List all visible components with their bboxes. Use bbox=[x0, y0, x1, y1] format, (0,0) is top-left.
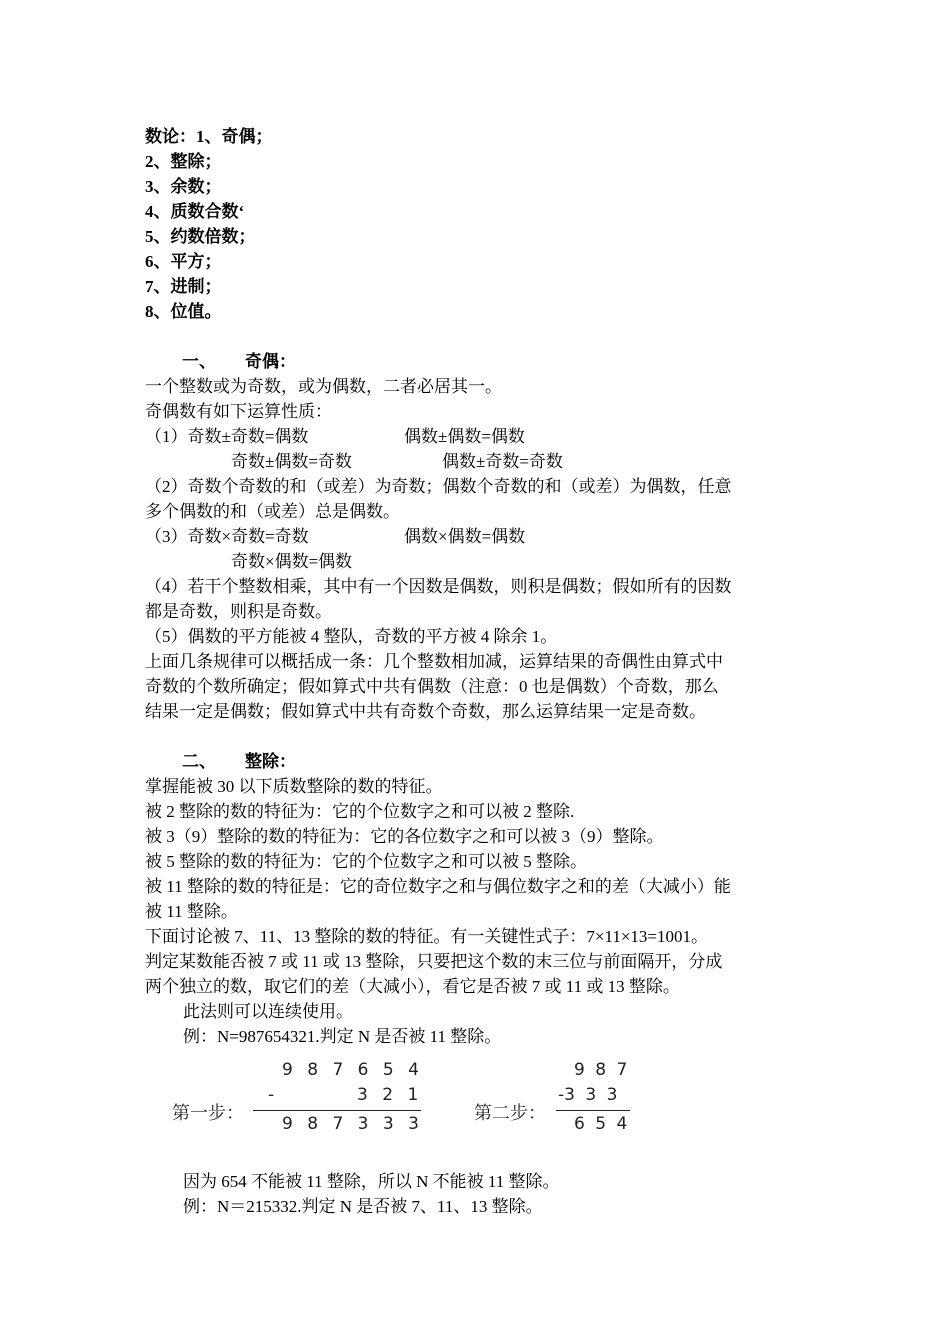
toc-heading: 数论：1、奇偶； bbox=[145, 127, 273, 146]
paragraph-line: 下面讨论被 7、11、13 整除的数的特征。有一关键性式子：7×11×13=1001。 bbox=[145, 927, 708, 946]
paragraph-line: 被 11 整除。 bbox=[145, 902, 238, 921]
section1-title: 奇偶： bbox=[245, 352, 296, 371]
toc-item: 2、整除； bbox=[145, 152, 222, 171]
step2-row2: -3 3 3 bbox=[558, 1085, 618, 1105]
paragraph-line: 多个偶数的和（或差）总是偶数。 bbox=[145, 502, 400, 521]
paragraph-line: 奇数的个数所确定；假如算式中共有偶数（注意：0 也是偶数）个奇数，那么 bbox=[145, 677, 719, 696]
paragraph-line: 判定某数能否被 7 或 11 或 13 整除，只要把这个数的末三位与前面隔开，分成 bbox=[145, 952, 723, 971]
paragraph-line: 两个独立的数，取它们的差（大减小），看它是否被 7 或 11 或 13 整除。 bbox=[145, 977, 680, 996]
paragraph-line: 被 11 整除的数的特征是：它的奇位数字之和与偶位数字之和的差（大减小）能 bbox=[145, 877, 731, 896]
paragraph-line: 一个整数或为奇数，或为偶数，二者必居其一。 bbox=[145, 377, 502, 396]
paragraph-line: （1）奇数±奇数=偶数 bbox=[145, 427, 309, 446]
toc-item: 4、质数合数‘ bbox=[145, 202, 245, 221]
toc-item: 8、位值。 bbox=[145, 302, 222, 321]
toc-item: 6、平方； bbox=[145, 252, 222, 271]
paragraph-line: 此法则可以连续使用。 bbox=[183, 1002, 353, 1021]
step2-row1: 9 8 7 bbox=[574, 1060, 628, 1080]
paragraph-line: 奇数×偶数=偶数 bbox=[231, 552, 353, 571]
paragraph-line: 偶数±奇数=奇数 bbox=[442, 452, 563, 471]
paragraph-line: 因为 654 不能被 11 整除，所以 N 不能被 11 整除。 bbox=[183, 1172, 560, 1191]
paragraph-line: 结果一定是偶数；假如算式中共有奇数个奇数，那么运算结果一定是奇数。 bbox=[145, 702, 706, 721]
section1-number: 一、 bbox=[182, 352, 216, 371]
paragraph-line: 被 2 整除的数的特征为：它的个位数字之和可以被 2 整除. bbox=[145, 802, 575, 821]
paragraph-line: （3）奇数×奇数=奇数 bbox=[145, 527, 309, 546]
toc-item: 3、余数； bbox=[145, 177, 222, 196]
paragraph-line: 偶数±偶数=偶数 bbox=[404, 427, 525, 446]
toc-item: 7、进制； bbox=[145, 277, 222, 296]
step1-row1: 9 8 7 6 5 4 bbox=[282, 1060, 419, 1080]
section2-number: 二、 bbox=[182, 752, 216, 771]
paragraph-line: （4）若干个整数相乘，其中有一个因数是偶数，则积是偶数；假如所有的因数 bbox=[145, 577, 732, 596]
step2-rule bbox=[556, 1110, 630, 1111]
paragraph-line: 被 5 整除的数的特征为：它的个位数字之和可以被 5 整除。 bbox=[145, 852, 587, 871]
paragraph-line: 奇偶数有如下运算性质： bbox=[145, 402, 332, 421]
paragraph-line: 上面几条规律可以概括成一条：几个整数相加减，运算结果的奇偶性由算式中 bbox=[145, 652, 723, 671]
step1-minus: - bbox=[268, 1085, 275, 1105]
step1-label: 第一步： bbox=[172, 1103, 244, 1124]
step1-row2: 3 2 1 bbox=[357, 1085, 419, 1105]
paragraph-line: 奇数±偶数=奇数 bbox=[231, 452, 352, 471]
step2-result: 6 5 4 bbox=[574, 1114, 628, 1134]
paragraph-line: 都是奇数，则积是奇数。 bbox=[145, 602, 332, 621]
step1-result: 9 8 7 3 3 3 bbox=[282, 1114, 419, 1134]
step2-label: 第二步： bbox=[474, 1103, 546, 1124]
paragraph-line: （5）偶数的平方能被 4 整队，奇数的平方被 4 除余 1。 bbox=[145, 627, 558, 646]
paragraph-line: 偶数×偶数=偶数 bbox=[404, 527, 526, 546]
paragraph-line: 例：N＝215332.判定 N 是否被 7、11、13 整除。 bbox=[183, 1197, 543, 1216]
paragraph-line: （2）奇数个奇数的和（或差）为奇数；偶数个奇数的和（或差）为偶数，任意 bbox=[145, 477, 732, 496]
section2-title: 整除： bbox=[245, 752, 296, 771]
paragraph-line: 被 3（9）整除的数的特征为：它的各位数字之和可以被 3（9）整除。 bbox=[145, 827, 664, 846]
paragraph-line: 例：N=987654321.判定 N 是否被 11 整除。 bbox=[183, 1027, 502, 1046]
toc-item: 5、约数倍数； bbox=[145, 227, 256, 246]
paragraph-line: 掌握能被 30 以下质数整除的数的特征。 bbox=[145, 777, 443, 796]
step1-rule bbox=[253, 1110, 421, 1111]
